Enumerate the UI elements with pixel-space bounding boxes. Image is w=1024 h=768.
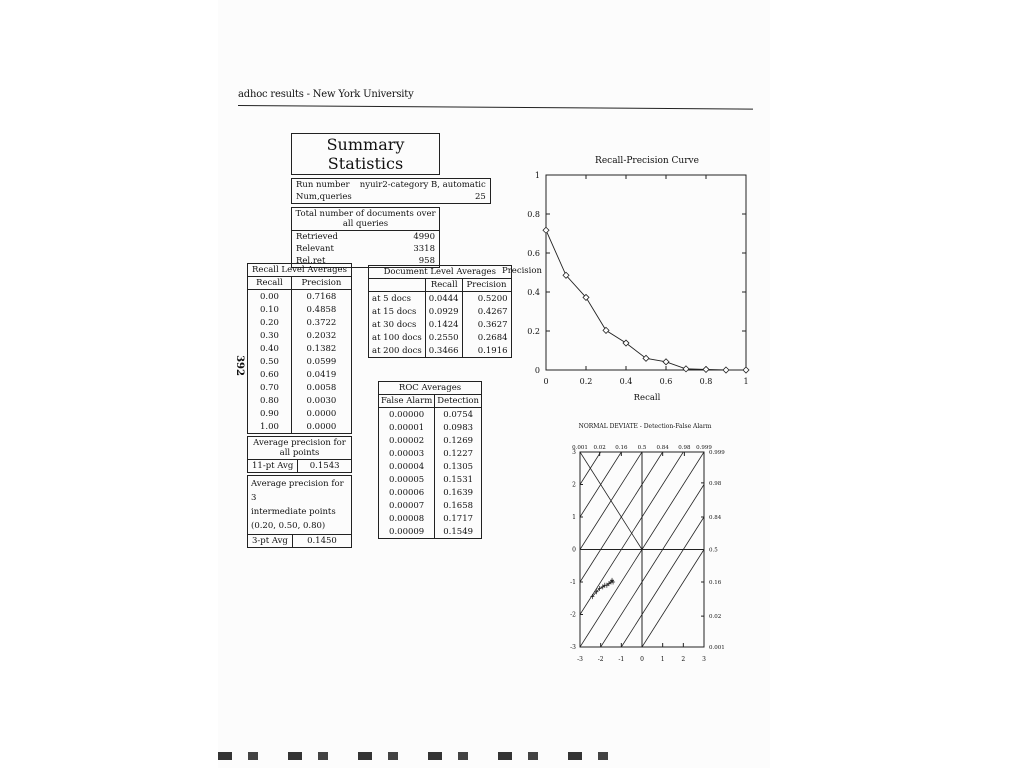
table-cell: 0.00004 xyxy=(379,460,435,473)
table-cell: 0.1305 xyxy=(443,461,474,472)
top-tick-label: 0.16 xyxy=(615,445,628,451)
plot-frame xyxy=(546,175,746,370)
row-label: Retrieved xyxy=(296,232,338,242)
run-label: Run number xyxy=(296,180,350,190)
table-cell: at 200 docs xyxy=(369,344,426,358)
table-row xyxy=(292,243,439,255)
right-tick-label: 0.5 xyxy=(709,547,718,554)
data-point xyxy=(683,366,689,372)
data-point xyxy=(723,367,729,373)
table-cell: 0.4858 xyxy=(306,304,337,315)
table-cell: 0.0929 xyxy=(425,305,462,318)
table-row xyxy=(379,499,482,512)
right-tick-label: 0.98 xyxy=(709,480,722,487)
table-cell: 0.00002 xyxy=(379,434,435,447)
table-row xyxy=(248,329,352,342)
table-row xyxy=(248,290,352,304)
table-cell: 0.7168 xyxy=(306,291,337,302)
table-cell: 0.1269 xyxy=(443,435,474,446)
y-tick-label: 2 xyxy=(572,481,576,489)
table-cell: 0.0419 xyxy=(306,369,337,380)
table-cell: 0.3722 xyxy=(306,317,337,328)
summary-statistics xyxy=(291,133,486,268)
doc-caption: Document Level Averages xyxy=(369,266,512,279)
x-tick-label: 0.2 xyxy=(579,377,593,386)
table-cell: 0.20 xyxy=(248,316,292,329)
roc-table xyxy=(378,381,482,539)
data-point xyxy=(603,327,609,333)
y-tick-label: 3 xyxy=(572,449,576,456)
table-row xyxy=(248,420,352,434)
table-row xyxy=(369,305,512,318)
table-cell: 0.90 xyxy=(248,407,292,420)
data-point xyxy=(743,367,749,373)
y-tick-label: -2 xyxy=(570,611,576,619)
scan-artifact xyxy=(218,752,638,760)
table-cell: 0.1382 xyxy=(306,343,337,354)
x-tick-label: 0.4 xyxy=(619,377,633,386)
table-cell: 0.1916 xyxy=(477,345,508,356)
y-tick-label: 0 xyxy=(534,366,540,375)
x-tick-label: 2 xyxy=(681,656,686,663)
table-row xyxy=(248,355,352,368)
y-tick-label: 0.8 xyxy=(527,210,540,219)
y-tick-label: 1 xyxy=(572,514,576,521)
roc-caption: ROC Averages xyxy=(379,382,482,395)
table-cell: 1.00 xyxy=(248,420,292,434)
avg3-caption-line: intermediate points xyxy=(251,507,336,517)
y-tick-label: 0 xyxy=(572,546,576,554)
table-cell: 0.00008 xyxy=(379,512,435,525)
table-row xyxy=(379,486,482,499)
recall-table xyxy=(247,263,352,434)
avg11-value: 0.1543 xyxy=(309,461,340,471)
table-cell: 0.0754 xyxy=(443,409,474,420)
y-tick-label: -1 xyxy=(570,579,576,586)
table-row xyxy=(369,344,512,358)
table-cell: 0.00000 xyxy=(379,408,435,422)
x-tick-label: -2 xyxy=(597,656,604,663)
table-row xyxy=(369,331,512,344)
table-cell: 0.00 xyxy=(248,290,292,304)
table-cell: 0.1639 xyxy=(443,487,474,498)
table-cell: 0.0599 xyxy=(306,356,337,367)
col-header xyxy=(369,279,426,292)
table-row xyxy=(379,434,482,447)
table-row xyxy=(248,381,352,394)
x-axis-label: Recall xyxy=(633,393,661,403)
row-value: 4990 xyxy=(413,232,435,242)
table-cell: 0.00006 xyxy=(379,486,435,499)
row-label: Rel,ret xyxy=(296,256,326,266)
table-cell: 0.00007 xyxy=(379,499,435,512)
roc-averages xyxy=(378,381,480,539)
table-cell: 0.30 xyxy=(248,329,292,342)
table-cell: 0.3466 xyxy=(425,344,462,358)
table-cell: 0.2032 xyxy=(306,330,337,341)
table-cell: 0.2550 xyxy=(425,331,462,344)
x-tick-label: 3 xyxy=(702,656,706,663)
x-tick-label: 0.6 xyxy=(659,377,673,386)
avg3-value: 0.1450 xyxy=(307,536,337,546)
right-tick-label: 0.84 xyxy=(709,515,722,521)
summary-caption: Summary Statistics xyxy=(291,133,440,175)
top-tick-label: 0.98 xyxy=(678,445,691,451)
recall-level-averages xyxy=(247,263,352,548)
right-tick-label: 0.001 xyxy=(709,645,725,651)
y-axis-label: Precision xyxy=(502,266,542,276)
right-tick-label: 0.16 xyxy=(709,580,722,586)
data-point xyxy=(543,227,549,233)
y-tick-label: -3 xyxy=(570,644,576,651)
row-label: Relevant xyxy=(296,244,334,254)
table-cell: 0.2684 xyxy=(477,332,508,343)
table-cell: 0.0000 xyxy=(306,408,337,419)
table-cell: at 100 docs xyxy=(369,331,426,344)
y-tick-label: 0.6 xyxy=(527,249,540,258)
normal-deviate-chart xyxy=(560,415,740,670)
row-value: 3318 xyxy=(413,244,435,254)
table-cell: 0.50 xyxy=(248,355,292,368)
summary-run-table xyxy=(291,178,491,204)
top-tick-label: 0.02 xyxy=(593,445,606,451)
x-tick-label: 0 xyxy=(640,656,644,663)
table-cell: 0.3627 xyxy=(477,319,508,330)
x-tick-label: -3 xyxy=(577,656,583,663)
table-cell: 0.60 xyxy=(248,368,292,381)
totals-table xyxy=(292,231,439,267)
row-value: 958 xyxy=(418,256,435,266)
avg-all-caption: Average precision for all points xyxy=(248,437,351,460)
avg3-table xyxy=(248,534,351,547)
table-cell: 0.0058 xyxy=(306,382,337,393)
table-cell: 0.70 xyxy=(248,381,292,394)
avg11-table xyxy=(248,460,351,472)
page-header: adhoc results - New York University xyxy=(238,89,414,100)
table-cell: 0.5200 xyxy=(477,293,508,304)
doc-table xyxy=(368,265,512,358)
col-header: Precision xyxy=(462,279,511,292)
table-cell: 0.0000 xyxy=(306,421,337,432)
avg3-caption-line: Average precision for 3 xyxy=(251,479,344,503)
table-cell: 0.00005 xyxy=(379,473,435,486)
table-cell: 0.4267 xyxy=(477,306,508,317)
table-row xyxy=(379,408,482,422)
table-row xyxy=(248,303,352,316)
table-row xyxy=(379,460,482,473)
chart-title: Recall-Precision Curve xyxy=(595,156,699,166)
queries-value: 25 xyxy=(474,192,486,202)
table-cell: 0.80 xyxy=(248,394,292,407)
table-cell: at 30 docs xyxy=(369,318,426,331)
col-header: Precision xyxy=(291,277,351,290)
table-cell: 0.00003 xyxy=(379,447,435,460)
run-value: nyuir2-category B, automatic xyxy=(359,180,486,190)
table-cell: 0.0030 xyxy=(306,395,337,406)
avg3-label: 3-pt Avg xyxy=(248,535,292,548)
y-tick-label: 0.4 xyxy=(527,288,540,297)
table-row xyxy=(248,407,352,420)
table-cell: at 5 docs xyxy=(369,292,426,306)
table-cell: 0.1531 xyxy=(443,474,474,485)
data-point xyxy=(663,359,669,365)
table-cell: 0.10 xyxy=(248,303,292,316)
top-tick-label: 0.999 xyxy=(696,445,712,451)
data-point xyxy=(703,366,709,372)
table-cell: 0.1227 xyxy=(443,448,474,459)
col-header: Recall xyxy=(248,277,292,290)
recall-caption: Recall Level Averages xyxy=(248,264,352,277)
table-cell: 0.00001 xyxy=(379,421,435,434)
table-row xyxy=(379,525,482,539)
x-tick-label: 1 xyxy=(743,377,749,386)
x-tick-label: -1 xyxy=(618,656,625,663)
table-cell: 0.1549 xyxy=(443,526,474,537)
y-tick-label: 0.2 xyxy=(527,327,540,336)
table-cell: at 15 docs xyxy=(369,305,426,318)
table-cell: 0.1424 xyxy=(425,318,462,331)
table-cell: 0.0444 xyxy=(425,292,462,306)
x-tick-label: 0 xyxy=(543,377,549,386)
table-row xyxy=(248,394,352,407)
avg3-caption-line: (0.20, 0.50, 0.80) xyxy=(251,521,326,531)
table-cell: 0.1658 xyxy=(443,500,474,511)
series-line xyxy=(546,230,746,370)
table-row xyxy=(248,368,352,381)
x-tick-label: 0.8 xyxy=(699,377,713,386)
table-cell: 0.40 xyxy=(248,342,292,355)
table-cell: 0.0983 xyxy=(443,422,474,433)
col-header: Detection xyxy=(435,395,482,408)
y-tick-label: 1 xyxy=(534,171,540,180)
chart-title: NORMAL DEVIATE - Detection-False Alarm xyxy=(578,423,712,430)
table-row xyxy=(379,447,482,460)
document-level-averages xyxy=(368,265,508,358)
col-header: Recall xyxy=(425,279,462,292)
table-row xyxy=(369,292,512,306)
recall-precision-chart xyxy=(500,150,760,405)
avg11-label: 11-pt Avg xyxy=(248,460,298,472)
table-row xyxy=(248,316,352,329)
x-tick-label: 1 xyxy=(660,656,665,663)
top-tick-label: 0.001 xyxy=(572,445,588,451)
col-header: False Alarm xyxy=(379,395,435,408)
right-tick-label: 0.02 xyxy=(709,614,722,621)
table-row xyxy=(379,512,482,525)
table-cell: 0.1717 xyxy=(443,513,474,524)
top-tick-label: 0.5 xyxy=(637,445,647,451)
table-row xyxy=(379,421,482,434)
table-row xyxy=(292,231,439,243)
top-tick-label: 0.84 xyxy=(656,445,669,451)
table-row xyxy=(369,318,512,331)
table-row xyxy=(379,473,482,486)
page-number: 392 xyxy=(233,355,245,376)
table-cell: 0.00009 xyxy=(379,525,435,539)
avg3-caption xyxy=(248,476,351,534)
table-row xyxy=(248,342,352,355)
totals-caption: Total number of documents over all queries xyxy=(292,208,439,231)
queries-label: Num,queries xyxy=(296,192,352,202)
right-tick-label: 0.999 xyxy=(709,450,725,456)
